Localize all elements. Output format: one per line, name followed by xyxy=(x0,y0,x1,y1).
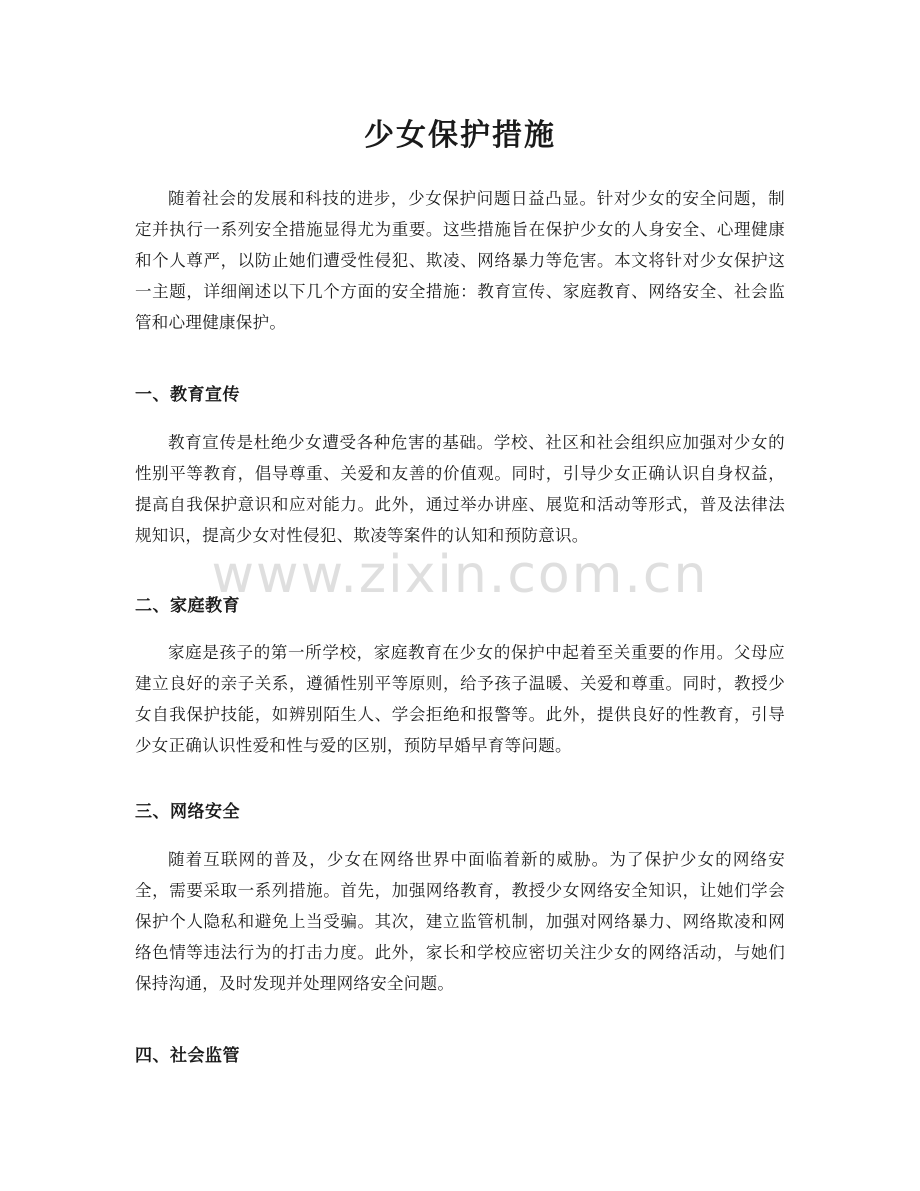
section-body-family: 家庭是孩子的第一所学校，家庭教育在少女的保护中起着至关重要的作用。父母应建立良好的亲子关系，遵循性别平等原则，给予孩子温暖、关爱和尊重。同时，教授少女自我保护技能，如辨别陌生人、学会拒绝和报警等。此外，提供良好的性教育，引导少女正确认识性爱和性与爱的区别，预防早婚早育等问题。 xyxy=(135,643,785,755)
section-body-education: 教育宣传是杜绝少女遭受各种危害的基础。学校、社区和社会组织应加强对少女的性别平等教育，倡导尊重、关爱和友善的价值观。同时，引导少女正确认识自身权益，提高自我保护意识和应对能力。此外，通过举办讲座、展览和活动等形式，普及法律法规知识，提高少女对性侵犯、欺凌等案件的认知和预防意识。 xyxy=(135,433,785,545)
section-heading-education: 一、教育宣传 xyxy=(135,385,240,405)
section-heading-network: 三、网络安全 xyxy=(135,802,240,822)
section-heading-family: 二、家庭教育 xyxy=(135,596,240,616)
site-watermark: www.zixin.com.cn xyxy=(211,545,709,605)
document-title: 少女保护措施 xyxy=(364,118,556,153)
intro-paragraph: 随着社会的发展和科技的进步，少女保护问题日益凸显。针对少女的安全问题，制定并执行一系列安全措施显得尤为重要。这些措施旨在保护少女的人身安全、心理健康和个人尊严，以防止她们遭受性侵犯、欺凌、网络暴力等危害。本文将针对少女保护这一主题，详细阐述以下几个方面的安全措施：教育宣传、家庭教育、网络安全、社会监管和心理健康保护。 xyxy=(135,189,785,332)
section-body-network: 随着互联网的普及，少女在网络世界中面临着新的威胁。为了保护少女的网络安全，需要采取一系列措施。首先，加强网络教育，教授少女网络安全知识，让她们学会保护个人隐私和避免上当受骗。其次，建立监管机制，加强对网络暴力、网络欺凌和网络色情等违法行为的打击力度。此外，家长和学校应密切关注少女的网络活动，与她们保持沟通，及时发现并处理网络安全问题。 xyxy=(135,850,785,993)
section-heading-social: 四、社会监管 xyxy=(135,1046,240,1066)
